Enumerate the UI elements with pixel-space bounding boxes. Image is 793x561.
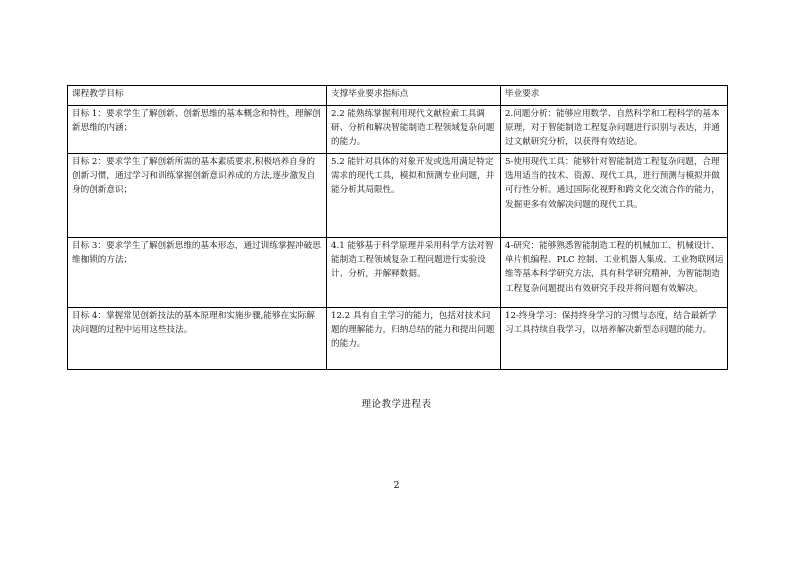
table-row bbox=[68, 154, 728, 238]
table-header-row bbox=[68, 86, 728, 106]
objective-cell: 目标 3：要求学生了解创新思维的基本形态，通过训练掌握冲破思维枷锁的方法； bbox=[68, 238, 327, 308]
indicator-cell: 5.2 能针对具体的对象开发或选用满足特定需求的现代工具，模拟和预测专业问题，并能分析其局限性。 bbox=[327, 154, 501, 238]
indicator-cell: 2.2 能熟练掌握利用现代文献检索工具调研、分析和解决智能制造工程领域复杂问题的能力。 bbox=[327, 106, 501, 154]
indicator-cell: 4.1 能够基于科学原理并采用科学方法对智能制造工程领域复杂工程问题进行实验设计、分析，并解释数据。 bbox=[327, 238, 501, 308]
requirement-cell: 2.问题分析：能够应用数学、自然科学和工程科学的基本原理，对于智能制造工程复杂问题进行识别与表达，并通过文献研究分析，以获得有效结论。 bbox=[501, 106, 728, 154]
table-row bbox=[68, 238, 728, 308]
table-row bbox=[68, 106, 728, 154]
objective-cell: 目标 1：要求学生了解创新、创新思维的基本概念和特性，理解创新思维的内涵； bbox=[68, 106, 327, 154]
header-cell-indicator: 支撑毕业要求指标点 bbox=[327, 86, 501, 106]
objective-cell: 目标 4：掌握常见创新技法的基本原理和实施步骤,能够在实际解决问题的过程中运用这些技法。 bbox=[68, 308, 327, 370]
indicator-cell: 12.2 具有自主学习的能力，包括对技术问题的理解能力，归纳总结的能力和提出问题的能力。 bbox=[327, 308, 501, 370]
header-cell-requirement: 毕业要求 bbox=[501, 86, 728, 106]
header-cell-objective: 课程教学目标 bbox=[68, 86, 327, 106]
objective-cell: 目标 2：要求学生了解创新所需的基本素质要求,积极培养自身的创新习惯，通过学习和训练掌握创新意识养成的方法,逐步激发自身的创新意识； bbox=[68, 154, 327, 238]
course-objectives-table bbox=[67, 85, 728, 370]
table-row bbox=[68, 308, 728, 370]
section-caption: 理论教学进程表 bbox=[361, 399, 432, 410]
requirement-cell: 4-研究：能够熟悉智能制造工程的机械加工、机械设计、单片机编程、PLC 控制、工业机器人集成、工业物联网运维等基本科学研究方法，具有科学研究精神，为智能制造工程复杂问题提出有效研究手段并将问题有效解决。 bbox=[501, 238, 728, 308]
requirement-cell: 12-终身学习：保持终身学习的习惯与态度，结合最新学习工具持续自我学习，以培养解决新型态问题的能力。 bbox=[501, 308, 728, 370]
requirement-cell: 5-使用现代工具：能够针对智能制造工程复杂问题，合理选用适当的技术、资源、现代工具，进行预测与模拟并做可行性分析。通过国际化视野和跨文化交流合作的能力，发掘更多有效解决问题的现代工具。 bbox=[501, 154, 728, 238]
page-number: 2 bbox=[393, 480, 400, 491]
